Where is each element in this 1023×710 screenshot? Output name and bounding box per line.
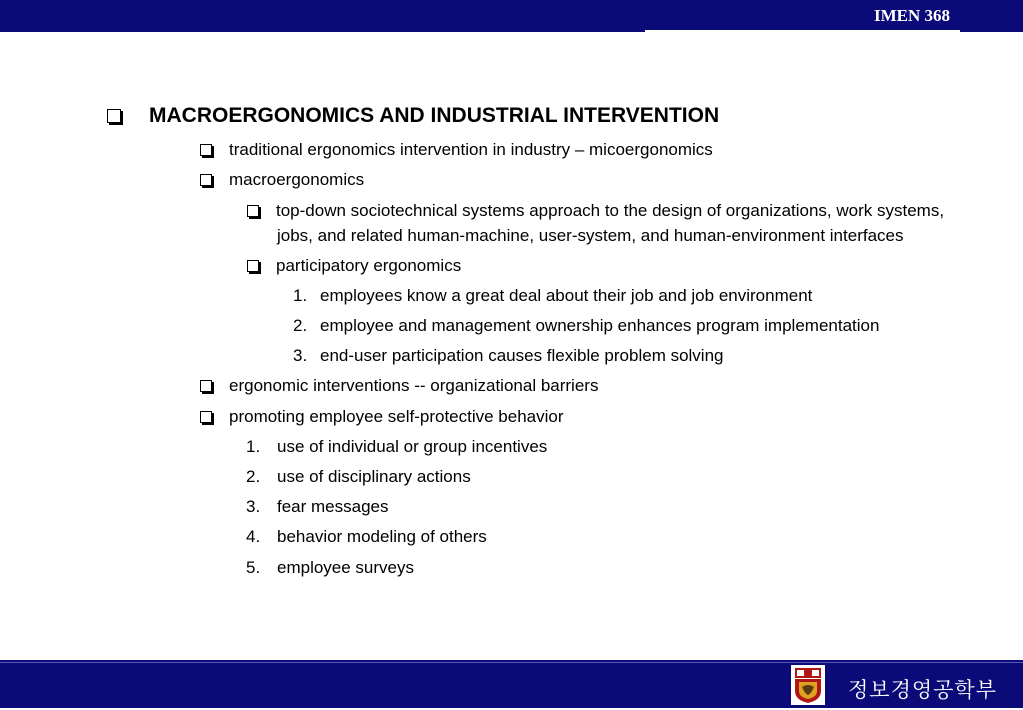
- header-divider: [645, 30, 960, 32]
- slide-heading: MACROERGONOMICS AND INDUSTRIAL INTERVENTION: [149, 104, 720, 127]
- checkbox-bullet-icon: [200, 144, 212, 156]
- header-bar: [0, 0, 1023, 32]
- numbered-item: 4. behavior modeling of others: [246, 527, 487, 546]
- crest-icon: [791, 665, 825, 705]
- footer-divider: [0, 662, 1023, 663]
- numbered-item: 1. use of individual or group incentives: [246, 437, 548, 456]
- list-item: ergonomic interventions -- organizational barriers: [200, 373, 598, 398]
- university-logo: [791, 665, 825, 705]
- list-item: macroergonomics: [200, 167, 364, 192]
- numbered-item: 2. employee and management ownership enhances program implementation: [293, 316, 880, 335]
- list-item: participatory ergonomics: [247, 253, 461, 278]
- course-code: IMEN 368: [873, 6, 950, 25]
- numbered-item: 3. end-user participation causes flexible problem solving: [293, 346, 724, 365]
- checkbox-bullet-icon: [247, 260, 259, 272]
- slide-heading-row: [107, 102, 719, 130]
- footer-bar: [0, 660, 1023, 708]
- department-name: 정보경영공학부: [848, 678, 998, 702]
- checkbox-bullet-icon: [200, 174, 212, 186]
- checkbox-bullet-icon: [200, 411, 212, 423]
- list-item-continuation: jobs, and related human-machine, user-system, and human-environment interfaces: [277, 226, 904, 245]
- list-item: promoting employee self-protective behavior: [200, 404, 564, 429]
- checkbox-bullet-icon: [247, 205, 259, 217]
- numbered-item: 3. fear messages: [246, 497, 389, 516]
- numbered-item: 2. use of disciplinary actions: [246, 467, 471, 486]
- numbered-item: 1. employees know a great deal about their job and job environment: [293, 286, 813, 305]
- checkbox-bullet-icon: [200, 380, 212, 392]
- numbered-item: 5. employee surveys: [246, 558, 415, 577]
- checkbox-bullet-icon: [107, 109, 121, 123]
- list-item: top-down sociotechnical systems approach to the design of organizations, work systems,: [247, 198, 944, 223]
- list-item: traditional ergonomics intervention in industry – micoergonomics: [200, 137, 713, 162]
